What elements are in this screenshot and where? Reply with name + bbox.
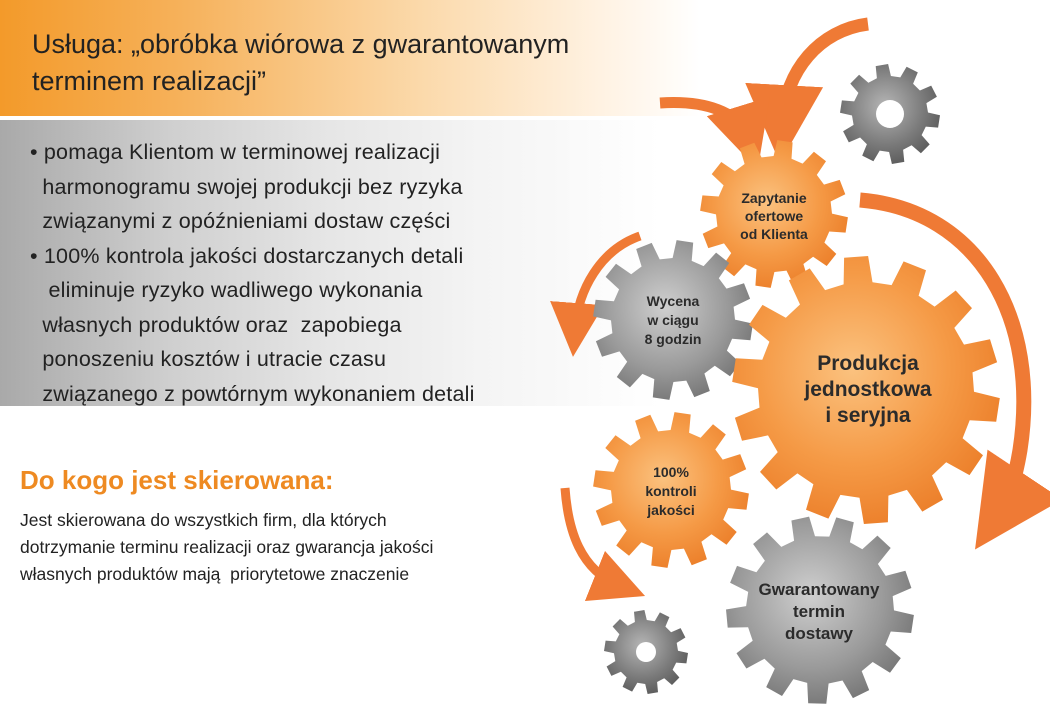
delivery-line: Gwarantowany [758, 580, 880, 599]
quality-line: jakości [647, 502, 695, 518]
arrow-to-inquiry [660, 103, 748, 138]
target-heading: Do kogo jest skierowana: [20, 465, 334, 495]
pricing-line: Wycena [646, 293, 700, 309]
benefit-line: • 100% kontrola jakości dostarczanych detali [30, 243, 464, 268]
benefit-line: • pomaga Klientom w terminowej realizacji [30, 140, 441, 164]
benefit-line: eliminuje ryzyko wadliwego wykonania [30, 278, 423, 302]
production-line: i seryjna [825, 404, 911, 427]
gear-top-right-gray-hole [876, 100, 904, 128]
benefit-line: związanego z powtórnym wykonaniem detali [30, 381, 475, 406]
target-line: Jest skierowana do wszystkich firm, dla których [20, 510, 387, 530]
production-line: jednostkowa [804, 378, 932, 401]
benefit-line: harmonogramu swojej produkcji bez ryzyka [30, 174, 463, 199]
delivery-line: dostawy [784, 624, 854, 643]
inquiry-line: Zapytanie [741, 190, 807, 206]
title-line-2: terminem realizacji” [32, 66, 267, 96]
pricing-line: 8 godzin [644, 331, 702, 347]
gear-label-pricing [645, 293, 702, 347]
inquiry-line: ofertowe [744, 208, 804, 224]
target-line: własnych produktów mają priorytetowe znaczenie [20, 564, 410, 584]
pricing-line: w ciągu [647, 312, 699, 328]
benefit-line: własnych produktów oraz zapobiega [30, 312, 402, 337]
quality-line: kontroli [645, 483, 697, 499]
quality-line: 100% [653, 464, 689, 480]
target-line: dotrzymanie terminu realizacji oraz gwarancja jakości [20, 537, 434, 557]
benefit-line: związanymi z opóźnieniami dostaw części [30, 209, 451, 233]
title-line-1: Usługa: „obróbka wiórowa z gwarantowanym [32, 29, 570, 59]
gear-small-gray-hole [636, 642, 656, 662]
delivery-line: termin [793, 602, 845, 621]
production-line: Produkcja [817, 352, 919, 375]
inquiry-line: od Klienta [740, 226, 808, 242]
gear-label-inquiry [740, 190, 808, 242]
arrow-to-small-gear [565, 488, 620, 586]
benefit-line: ponoszeniu kosztów i utracie czasu [30, 347, 387, 371]
